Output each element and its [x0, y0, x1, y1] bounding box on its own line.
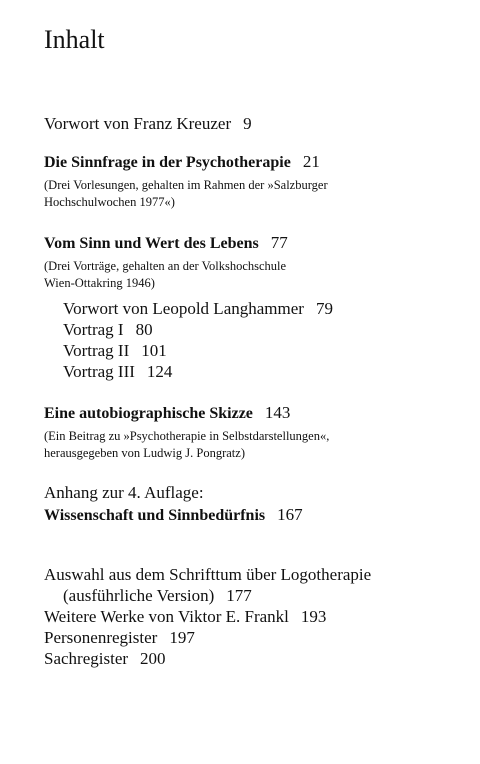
toc-entry-sinnfrage — [44, 152, 320, 172]
toc-subentry — [63, 320, 153, 340]
toc-entry-title: Vortrag I — [63, 320, 124, 339]
toc-page-number: 167 — [277, 505, 303, 524]
toc-entry-skizze — [44, 403, 290, 423]
toc-entry-title: Die Sinnfrage in der Psychotherapie — [44, 154, 291, 171]
toc-entry-personen — [44, 628, 195, 648]
toc-note-line: Wien-Ottakring 1946) — [44, 276, 155, 290]
toc-page-number: 200 — [140, 649, 166, 668]
toc-entry-title: Vortrag III — [63, 362, 135, 381]
toc-subentry — [63, 341, 167, 361]
toc-page-number: 177 — [226, 586, 252, 605]
toc-appendix-label: Anhang zur 4. Auflage: — [44, 483, 204, 502]
toc-page-number: 197 — [169, 628, 195, 647]
toc-note-line: Hochschulwochen 1977«) — [44, 195, 175, 209]
toc-page-number: 21 — [302, 152, 320, 171]
toc-page-number: 143 — [264, 403, 291, 422]
toc-entry-title: (ausführliche Version) — [63, 586, 215, 605]
toc-entry-auswahl-line2 — [63, 586, 252, 606]
toc-note-line: (Ein Beitrag zu »Psychotherapie in Selbstdarstellungen«, — [44, 429, 330, 443]
toc-entry-title: Vom Sinn und Wert des Lebens — [44, 235, 259, 252]
toc-entry-title: Sachregister — [44, 649, 129, 668]
toc-page-number: 77 — [270, 233, 288, 252]
toc-page-number: 79 — [315, 299, 333, 318]
toc-page-number: 101 — [141, 341, 167, 360]
toc-note-line: (Drei Vorlesungen, gehalten im Rahmen der »Salzburger — [44, 178, 328, 192]
toc-entry-title: Vorwort von Leopold Langhammer — [63, 299, 304, 318]
toc-page-number: 80 — [135, 320, 153, 339]
toc-page-number: 124 — [146, 362, 173, 381]
toc-entry-title: Wissenschaft und Sinnbedürfnis — [44, 507, 266, 524]
toc-entry-title: Eine autobiographische Skizze — [44, 405, 253, 422]
toc-entry-sach — [44, 649, 166, 669]
toc-entry-title: Weitere Werke von Viktor E. Frankl — [44, 607, 289, 626]
toc-entry-anhang — [44, 505, 303, 525]
toc-page-number: 193 — [300, 607, 327, 626]
toc-page-number: 9 — [243, 114, 252, 133]
page-title: Inhalt — [44, 25, 105, 54]
toc-entry-sinn-wert — [44, 233, 288, 253]
toc-entry-auswahl-line1: Auswahl aus dem Schrifttum über Logotherapie — [44, 565, 372, 584]
toc-entry-vorwort — [44, 114, 252, 134]
toc-note-line: herausgegeben von Ludwig J. Pongratz) — [44, 446, 245, 460]
toc-note-line: (Drei Vorträge, gehalten an der Volkshochschule — [44, 259, 287, 273]
toc-subentry — [63, 362, 172, 382]
toc-entry-title: Vorwort von Franz Kreuzer — [44, 114, 232, 133]
toc-entry-title: Personenregister — [44, 628, 158, 647]
toc-entry-weitere — [44, 607, 326, 627]
toc-subentry — [63, 299, 333, 319]
toc-entry-title: Vortrag II — [63, 341, 130, 360]
